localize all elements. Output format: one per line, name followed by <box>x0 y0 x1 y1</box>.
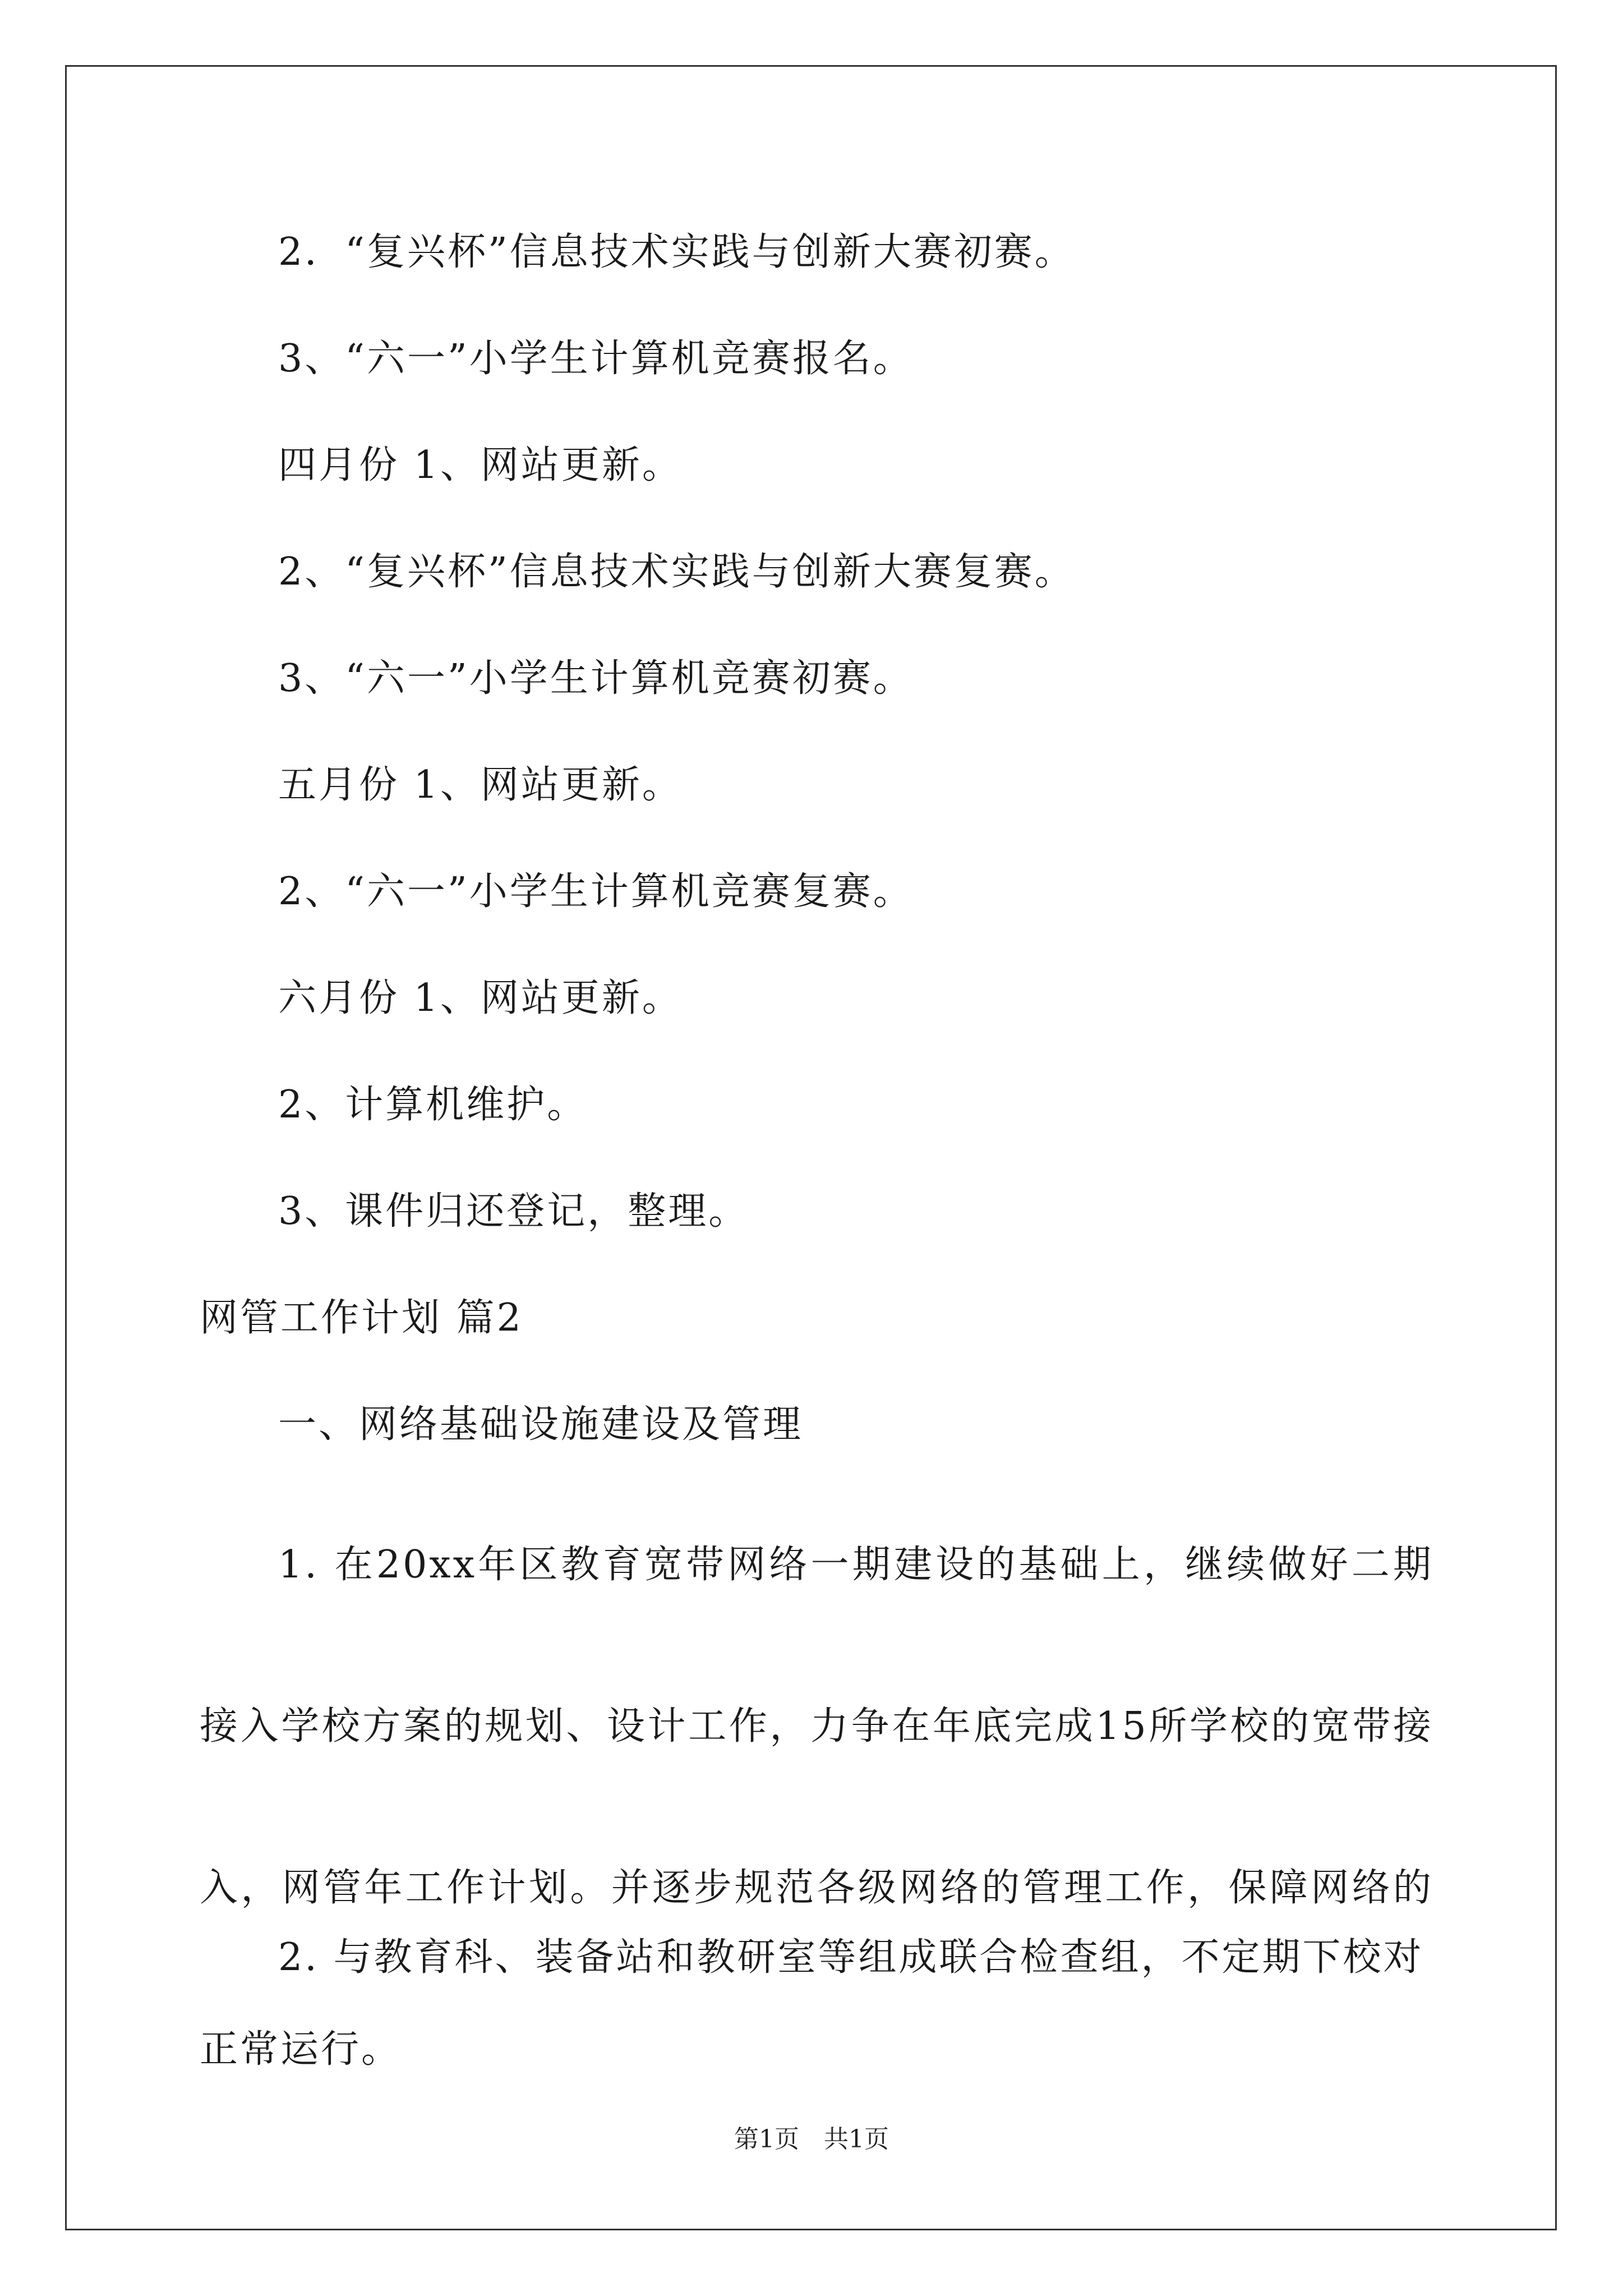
paragraph-start: 2. 与教育科、装备站和教研室等组成联合检查组，不定期下校对 <box>278 1935 1424 1980</box>
text-line: 2、计算机维护。 <box>278 1083 588 1127</box>
text-line: 2．“复兴杯”信息技术实践与创新大赛初赛。 <box>278 230 1075 274</box>
text-line: 3、课件归还登记，整理。 <box>278 1189 749 1234</box>
text-line: 3、“六一”小学生计算机竞赛初赛。 <box>278 656 914 701</box>
paragraph: 1. 在20xx年区教育宽带网络一期建设的基础上，继续做好二期接入学校方案的规划、设计工作，力争在年底完成15所学校的宽带接入，网管年工作计划。并逐步规范各级网络的管理工作，保障网络的正常运行。 <box>200 1543 1433 2072</box>
subheading: 一、网络基础设施建设及管理 <box>278 1402 804 1447</box>
text-line: 四月份 1、网站更新。 <box>278 443 683 487</box>
text-line: 3、“六一”小学生计算机竞赛报名。 <box>278 337 914 381</box>
text-line: 2、“复兴杯”信息技术实践与创新大赛复赛。 <box>278 550 1075 594</box>
page-footer: 第1页 共1页 <box>734 2125 889 2154</box>
text-line: 六月份 1、网站更新。 <box>278 976 683 1020</box>
section-heading: 网管工作计划 篇2 <box>200 1296 523 1340</box>
text-line: 五月份 1、网站更新。 <box>278 763 683 807</box>
text-line: 2、“六一”小学生计算机竞赛复赛。 <box>278 869 914 914</box>
